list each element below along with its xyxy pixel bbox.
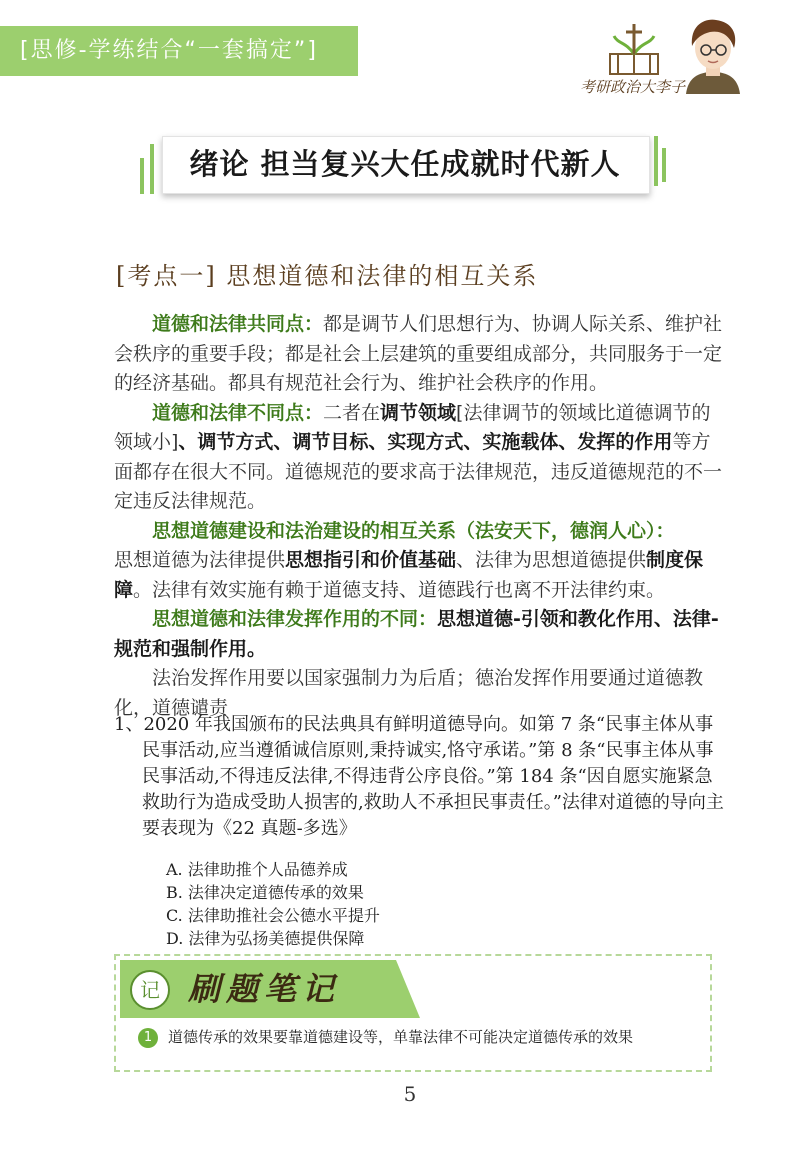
question-options [166, 858, 566, 950]
note-icon [128, 968, 172, 1012]
chapter-title-block [140, 130, 666, 202]
brand-text: 考研政治大李子 [580, 78, 686, 96]
header-label: [思修-学练结合“一套搞定”] [20, 38, 318, 63]
avatar [680, 14, 746, 94]
section-title: [考点一] 思想道德和法律的相互关系 [116, 262, 539, 290]
option-d: D. 法律为弘扬美德提供保障 [166, 929, 365, 948]
note-text: 道德传承的效果要靠道德建设等，单靠法律不可能决定道德传承的效果 [168, 1028, 634, 1046]
paragraph: 思想道德建设和法治建设的相互关系（法安天下，德润人心）： [152, 519, 675, 542]
notes-box [114, 954, 712, 1072]
section-tag: 考点一 [127, 262, 206, 290]
option-b: B. 法律决定道德传承的效果 [166, 883, 364, 902]
question [114, 712, 726, 842]
body-text [114, 310, 726, 723]
paragraph: 思想道德和法律发挥作用的不同：思想道德-引领和教化作用、法律-规范和强制作用。 [114, 608, 719, 660]
paragraph: 法治发挥作用要以国家强制力为后盾；德治发挥作用要通过道德教化，道德谴责 [114, 667, 704, 719]
section-heading: 思想道德和法律的相互关系 [226, 262, 539, 290]
logo-icon [596, 18, 672, 82]
chapter-title: 绪论 担当复兴大任成就时代新人 [189, 147, 621, 181]
question-stem: 1、2020 年我国颁布的民法典具有鲜明道德导向。如第 7 条“民事主体从事民事活动,应当遵循诚信原则,秉持诚实,恪守承诺。”第 8 条“民事主体从事民事活动,不得违反法律,不得违背公序良俗。”第 184 条“因自愿实施紧急救助行为造成受助人损害的,救助人不承担民事责任。”法律对道德的导向主要表现为《22 真题-多选》 [114, 714, 724, 839]
paragraph: 道德和法律共同点：都是调节人们思想行为、协调人际关系、维护社会秩序的重要手段；都是社会上层建筑的重要组成部分，共同服务于一定的经济基础。都具有规范社会行为、维护社会秩序的作用。 [114, 313, 723, 394]
svg-text:记: 记 [140, 978, 160, 1002]
option-c: C. 法律助推社会公德水平提升 [166, 906, 380, 925]
paragraph: 道德和法律不同点：二者在调节领域[法律调节的领域比道德调节的领域小]、调节方式、调节目标、实现方式、实施载体、发挥的作用等方面都存在很大不同。道德规范的要求高于法律规范，违反道德规范的不一定违反法律规范。 [114, 401, 723, 512]
notes-title: 刷题笔记 [188, 970, 341, 1008]
note-number: 1 [138, 1028, 158, 1048]
page-number: 5 [403, 1082, 417, 1106]
paragraph: 思想道德为法律提供思想指引和价值基础、法律为思想道德提供制度保障。法律有效实施有赖于道德支持、道德践行也离不开法律约束。 [114, 549, 704, 601]
option-a: A. 法律助推个人品德养成 [166, 860, 348, 879]
